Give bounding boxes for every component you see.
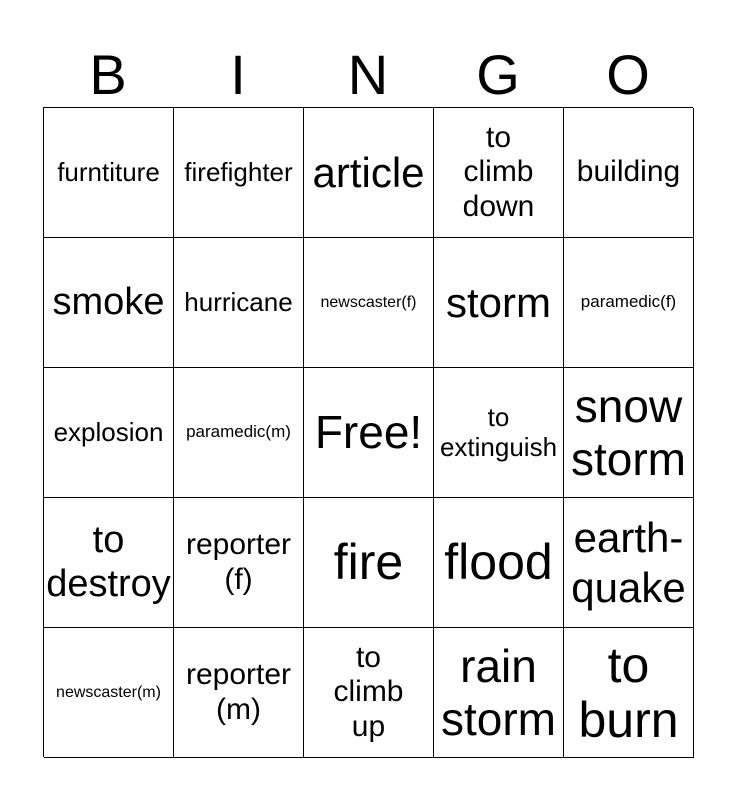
cell-text: paramedic(f) xyxy=(580,292,677,312)
bingo-cell[interactable] xyxy=(174,238,304,368)
header-letter-o: O xyxy=(606,43,650,106)
cell-text: to extinguish xyxy=(439,401,558,462)
bingo-cell[interactable] xyxy=(304,498,434,628)
bingo-header xyxy=(43,42,693,108)
bingo-cell[interactable] xyxy=(44,108,174,238)
free-space[interactable] xyxy=(304,368,434,498)
cell-text: firefighter xyxy=(184,156,293,187)
header-letter-n: N xyxy=(347,43,389,106)
bingo-cell[interactable] xyxy=(174,108,304,238)
cell-text: furntiture xyxy=(57,156,160,187)
bingo-cell[interactable] xyxy=(44,628,174,758)
cell-text: newscaster(f) xyxy=(320,293,417,311)
header-letter-i: I xyxy=(230,43,246,106)
bingo-cell[interactable] xyxy=(564,498,694,628)
cell-text: rain storm xyxy=(441,639,556,745)
header-letter-g: G xyxy=(476,43,520,106)
bingo-cell[interactable] xyxy=(564,628,694,758)
bingo-cell[interactable] xyxy=(174,498,304,628)
cell-text: reporter (f) xyxy=(185,528,292,596)
bingo-cell[interactable] xyxy=(434,368,564,498)
cell-text: flood xyxy=(444,534,553,590)
header-letter-b: B xyxy=(89,43,127,106)
bingo-cell[interactable] xyxy=(434,108,564,238)
bingo-cell[interactable] xyxy=(434,238,564,368)
cell-text: paramedic(m) xyxy=(186,422,291,442)
cell-text: to burn xyxy=(578,636,679,748)
bingo-cell[interactable] xyxy=(44,238,174,368)
bingo-cell[interactable] xyxy=(174,368,304,498)
cell-text: reporter (m) xyxy=(185,658,292,726)
bingo-cell[interactable] xyxy=(44,368,174,498)
cell-text: smoke xyxy=(52,280,165,323)
cell-text: newscaster(m) xyxy=(56,683,161,701)
cell-text: hurricane xyxy=(184,286,293,317)
bingo-cell[interactable] xyxy=(174,628,304,758)
bingo-cell[interactable] xyxy=(304,108,434,238)
cell-text: to climb down xyxy=(462,120,535,223)
cell-text: building xyxy=(576,155,681,189)
bingo-board xyxy=(43,107,693,757)
bingo-cell[interactable] xyxy=(44,498,174,628)
bingo-cell[interactable] xyxy=(434,628,564,758)
bingo-cell[interactable] xyxy=(564,108,694,238)
cell-text: article xyxy=(312,148,425,196)
bingo-cell[interactable] xyxy=(304,628,434,758)
cell-text: explosion xyxy=(53,416,164,447)
bingo-cell[interactable] xyxy=(564,238,694,368)
cell-text: Free! xyxy=(314,406,423,459)
bingo-cell[interactable] xyxy=(564,368,694,498)
cell-text: fire xyxy=(333,534,404,590)
cell-text: to destroy xyxy=(46,518,171,605)
bingo-cell[interactable] xyxy=(304,238,434,368)
cell-text: snow storm xyxy=(571,379,686,485)
bingo-cell[interactable] xyxy=(434,498,564,628)
cell-text: to climb up xyxy=(333,640,404,743)
cell-text: earth- quake xyxy=(571,513,686,611)
cell-text: storm xyxy=(446,278,551,326)
